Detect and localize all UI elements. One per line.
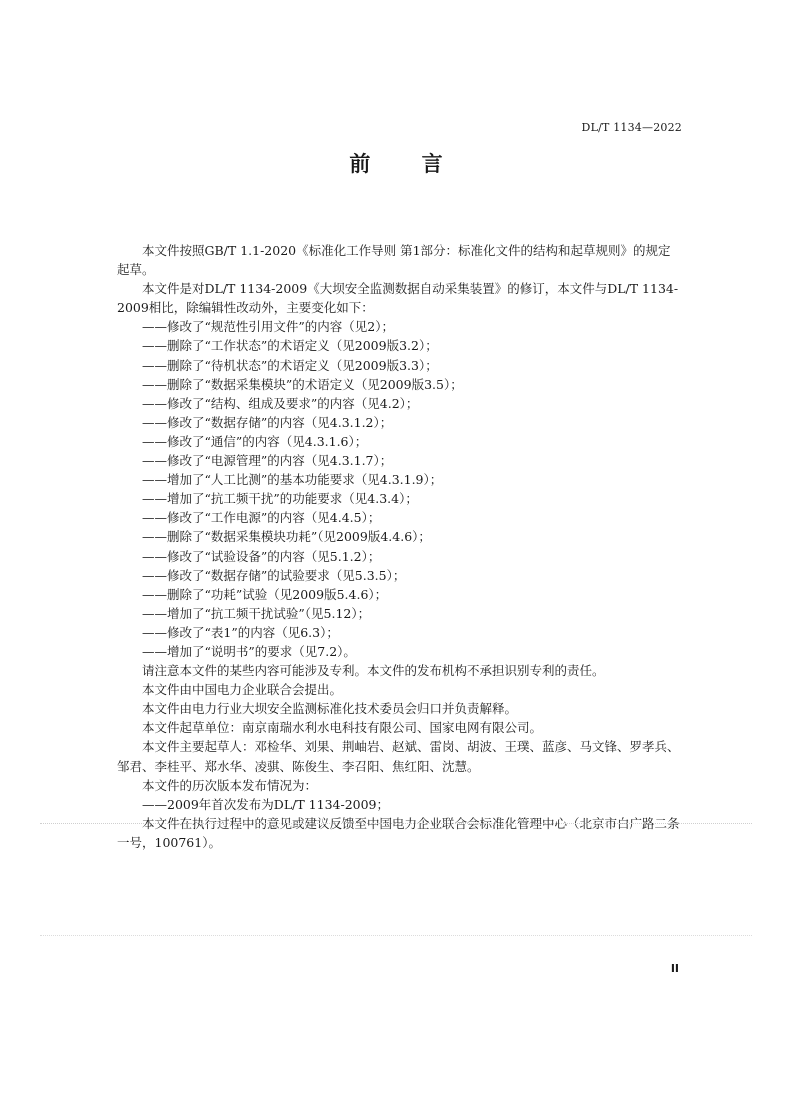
paragraph: 本文件由电力行业大坝安全监测标准化技术委员会归口并负责解释。 — [142, 701, 518, 717]
list-item: ——2009年首次发布为DL/T 1134-2009； — [142, 796, 390, 812]
list-item: ——修改了“表1”的内容（见6.3）； — [142, 624, 339, 640]
list-item: ——修改了“数据存储”的内容（见4.3.1.2）； — [142, 414, 393, 430]
paragraph: 本文件由中国电力企业联合会提出。 — [142, 682, 343, 698]
list-item: ——删除了“工作状态”的术语定义（见2009版3.2）； — [142, 338, 438, 354]
list-item: ——删除了“数据采集模块功耗”（见2009版4.4.6）； — [142, 529, 431, 545]
list-item: ——修改了“数据存储”的试验要求（见5.3.5）； — [142, 567, 406, 583]
list-item: ——修改了“工作电源”的内容（见4.4.5）； — [142, 510, 381, 526]
paragraph: 请注意本文件的某些内容可能涉及专利。本文件的发布机构不承担识别专利的责任。 — [142, 663, 605, 679]
list-item: ——修改了“试验设备”的内容（见5.1.2）； — [142, 548, 381, 564]
list-item: ——增加了“说明书”的要求（见7.2）。 — [142, 643, 356, 659]
paragraph: 本文件起草单位：南京南瑞水利水电科技有限公司、国家电网有限公司。 — [142, 720, 543, 736]
dotted-divider — [40, 823, 752, 824]
list-item: ——增加了“人工比测”的基本功能要求（见4.3.1.9）； — [142, 472, 443, 488]
list-item: ——删除了“数据采集模块”的术语定义（见2009版3.5）； — [142, 376, 463, 392]
list-item: ——修改了“电源管理”的内容（见4.3.1.7）； — [142, 453, 393, 469]
paragraph: 本文件在执行过程中的意见或建议反馈至中国电力企业联合会标准化管理中心（北京市白广路二条一号，100761）。 — [117, 815, 680, 850]
page-title: 前 言 — [349, 152, 465, 176]
paragraph: 本文件的历次版本发布情况为： — [142, 777, 318, 793]
page-number: II — [670, 962, 679, 975]
paragraph: 本文件主要起草人：邓检华、刘果、荆岫岩、赵斌、雷岗、胡波、王璞、蓝彦、马文锋、罗孝兵、邹君、李桂平、郑水华、凌骐、陈俊生、李召阳、焦红阳、沈慧。 — [117, 739, 680, 774]
list-item: ——删除了“功耗”试验（见2009版5.4.6）； — [142, 586, 388, 602]
list-item: ——修改了“结构、组成及要求”的内容（见4.2）； — [142, 395, 419, 411]
list-item: ——修改了“通信”的内容（见4.3.1.6）； — [142, 433, 368, 449]
dotted-divider — [40, 935, 752, 936]
paragraph: 本文件是对DL/T 1134-2009《大坝安全监测数据自动采集装置》的修订，本文件与DL/T 1134-2009相比，除编辑性改动外，主要变化如下： — [117, 281, 679, 316]
list-item: ——增加了“抗工频干扰试验”（见5.12）； — [142, 605, 371, 621]
document-body — [117, 241, 683, 852]
list-item: ——增加了“抗工频干扰”的功能要求（见4.3.4）； — [142, 491, 418, 507]
document-code: DL/T 1134—2022 — [581, 121, 682, 134]
list-item: ——修改了“规范性引用文件”的内容（见2）； — [142, 319, 394, 335]
change-list — [117, 317, 683, 661]
paragraph: 本文件按照GB/T 1.1-2020《标准化工作导则 第1部分：标准化文件的结构和起草规则》的规定起草。 — [117, 243, 671, 278]
list-item: ——删除了“待机状态”的术语定义（见2009版3.3）； — [142, 357, 438, 373]
